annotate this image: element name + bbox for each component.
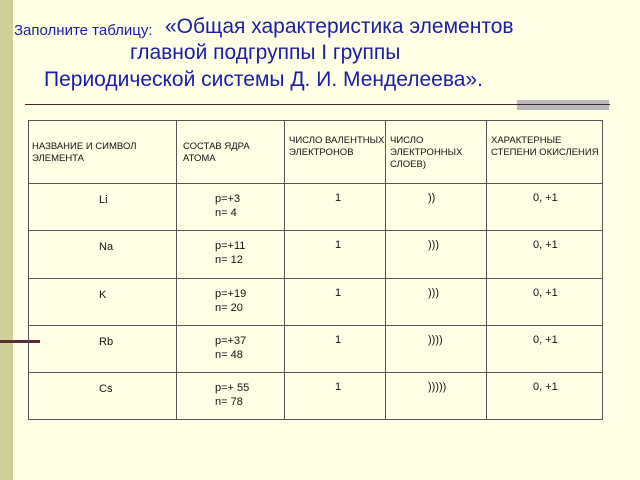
cell-valence: 1	[285, 278, 386, 325]
header-oxidation: ХАРАКТЕРНЫЕ СТЕПЕНИ ОКИСЛЕНИЯ	[487, 121, 603, 184]
cell-element: Na	[29, 231, 177, 278]
cell-oxidation: 0, +1	[487, 231, 603, 278]
cell-valence: 1	[285, 325, 386, 372]
cell-oxidation: 0, +1	[487, 278, 603, 325]
elements-table	[28, 120, 603, 420]
title-underline	[25, 104, 610, 105]
cell-valence: 1	[285, 372, 386, 419]
cell-oxidation: 0, +1	[487, 372, 603, 419]
cell-nucleus: p=+19 n= 20	[177, 278, 285, 325]
title-line-1: «Общая характеристика элементов	[165, 15, 514, 38]
table-row	[29, 231, 603, 278]
table-header-row	[29, 121, 603, 184]
cell-layers: )))	[386, 231, 487, 278]
cell-oxidation: 0, +1	[487, 184, 603, 231]
header-name-symbol: НАЗВАНИЕ И СИМВОЛ ЭЛЕМЕНТА	[29, 121, 177, 184]
header-layers: ЧИСЛО ЭЛЕКТРОННЫХ СЛОЕВ)	[386, 121, 487, 184]
cell-nucleus: p=+3 n= 4	[177, 184, 285, 231]
cell-valence: 1	[285, 231, 386, 278]
table-row	[29, 372, 603, 419]
cell-nucleus: p=+37 n= 48	[177, 325, 285, 372]
table-row	[29, 184, 603, 231]
cell-element: K	[29, 278, 177, 325]
table-row	[29, 278, 603, 325]
header-valence: ЧИСЛО ВАЛЕНТНЫХ ЭЛЕКТРОНОВ	[285, 121, 386, 184]
cell-layers: )))	[386, 278, 487, 325]
cell-element: Cs	[29, 372, 177, 419]
title-line-3: Периодической системы Д. И. Менделеева».	[44, 68, 483, 91]
cell-nucleus: p=+ 55 n= 78	[177, 372, 285, 419]
slide-title	[0, 0, 640, 100]
cell-layers: ))))	[386, 325, 487, 372]
table-row	[29, 325, 603, 372]
header-nucleus: СОСТАВ ЯДРА АТОМА	[177, 121, 285, 184]
cell-element: Rb	[29, 325, 177, 372]
cell-nucleus: p=+11 n= 12	[177, 231, 285, 278]
cell-layers: ))	[386, 184, 487, 231]
title-line-2: главной подгруппы I группы	[130, 41, 401, 64]
cell-layers: )))))	[386, 372, 487, 419]
cell-valence: 1	[285, 184, 386, 231]
title-prefix: Заполните таблицу:	[14, 22, 153, 39]
cell-oxidation: 0, +1	[487, 325, 603, 372]
cell-element: Li	[29, 184, 177, 231]
title-underline-shadow	[517, 100, 609, 110]
